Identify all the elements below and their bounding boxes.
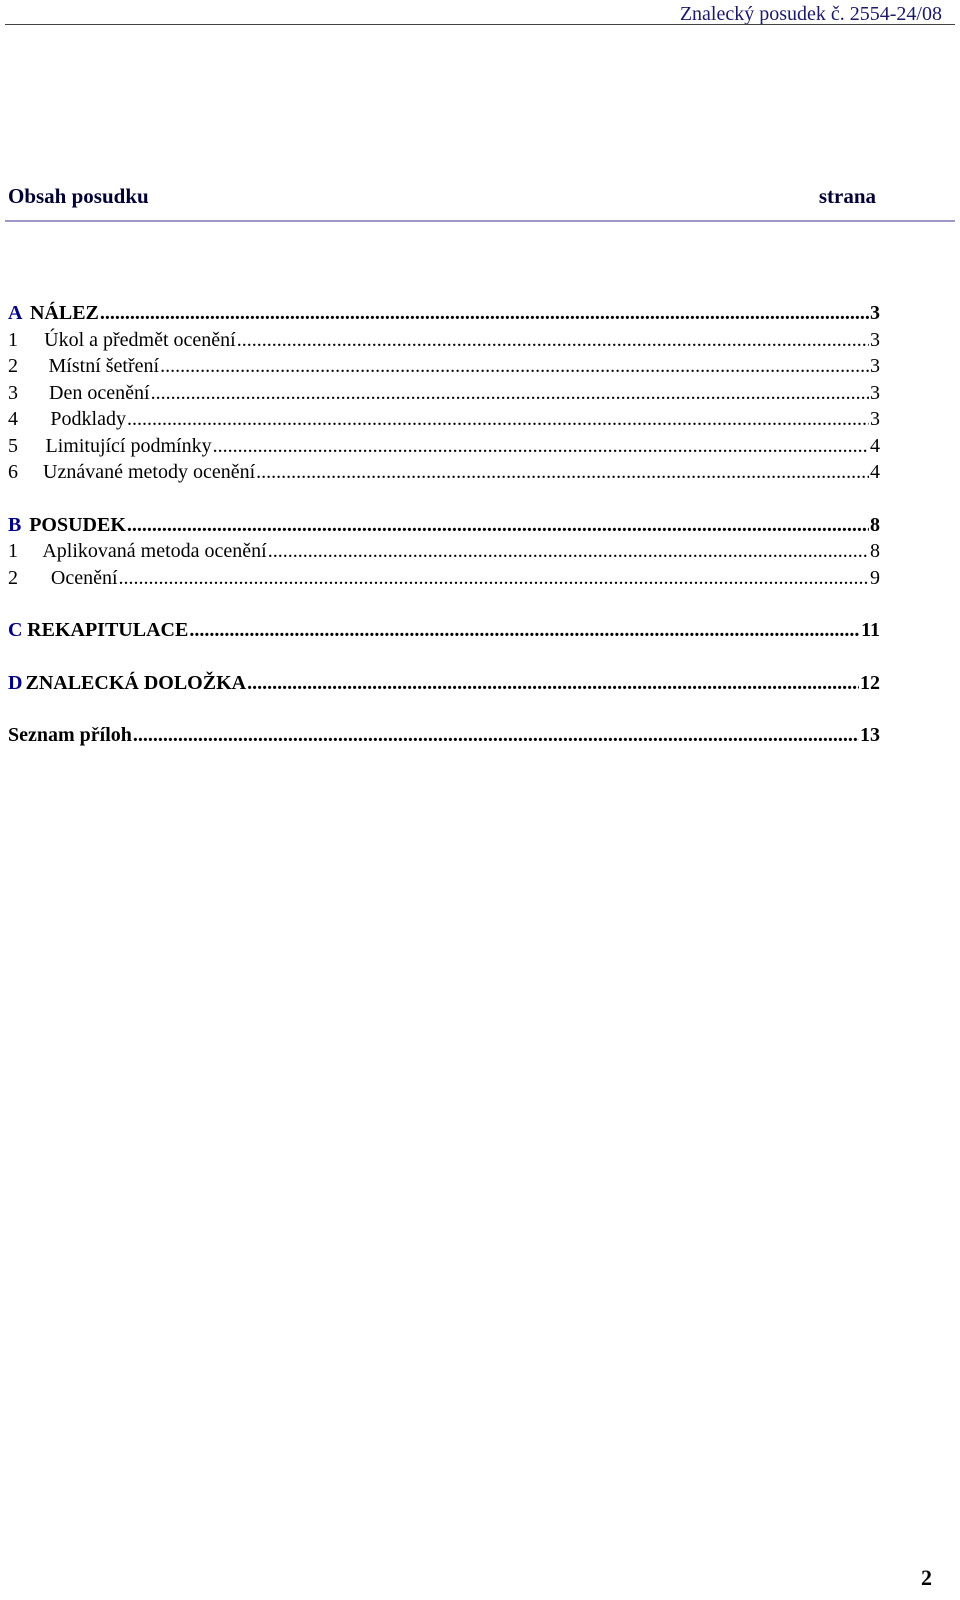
toc-page: 13 [860, 724, 880, 746]
toc-page: 3 [870, 408, 880, 430]
table-of-contents [8, 300, 880, 749]
toc-leader-dots [237, 327, 869, 353]
toc-page: 9 [870, 566, 880, 589]
toc-number: D [8, 671, 23, 694]
toc-leader-dots [189, 617, 860, 643]
toc-page-column-label: strana [818, 184, 876, 208]
toc-leader-dots [100, 300, 869, 326]
toc-number: 2 [8, 566, 18, 589]
toc-title: REKAPITULACE [27, 619, 189, 641]
toc-page: 4 [870, 461, 880, 483]
toc-leader-dots [133, 722, 859, 748]
toc-leader-dots [127, 406, 869, 432]
toc-title: Podklady [50, 408, 126, 430]
toc-leader-dots [127, 512, 869, 538]
toc-number: C [8, 619, 23, 641]
toc-number: 4 [8, 408, 18, 430]
toc-leader-dots [213, 433, 869, 459]
toc-row[interactable] [8, 670, 880, 697]
toc-row[interactable] [8, 459, 880, 486]
toc-title: Obsah posudku [8, 184, 149, 208]
header-rule [5, 24, 955, 25]
toc-row[interactable] [8, 406, 880, 433]
toc-title: Uznávané metody ocenění [43, 461, 256, 483]
toc-title: Aplikovaná metoda ocenění [42, 540, 267, 562]
toc-number: 6 [8, 461, 18, 483]
toc-row[interactable] [8, 722, 880, 749]
toc-row[interactable] [8, 300, 880, 327]
toc-page: 3 [870, 302, 880, 324]
page-number: 2 [921, 1565, 932, 1590]
toc-row[interactable] [8, 380, 880, 407]
toc-title: Úkol a předmět ocenění [44, 328, 236, 351]
toc-row[interactable] [8, 565, 880, 592]
toc-page: 4 [870, 434, 880, 457]
toc-page: 3 [870, 328, 880, 351]
toc-page: 8 [870, 540, 880, 562]
toc-number: 1 [8, 540, 18, 562]
toc-page: 11 [861, 619, 880, 641]
toc-row[interactable] [8, 538, 880, 565]
toc-row[interactable] [8, 327, 880, 354]
toc-page: 3 [870, 381, 880, 404]
toc-row[interactable] [8, 617, 880, 644]
toc-title: POSUDEK [29, 513, 126, 536]
toc-leader-dots [268, 538, 869, 564]
toc-title: Limitující podmínky [45, 434, 212, 457]
toc-number: 3 [8, 381, 18, 404]
toc-number: 5 [8, 434, 18, 457]
toc-header [8, 183, 876, 209]
toc-page: 3 [870, 355, 880, 377]
toc-title: NÁLEZ [29, 302, 99, 324]
toc-page: 12 [860, 671, 880, 694]
toc-leader-dots [160, 353, 869, 379]
toc-title: Seznam příloh [8, 724, 132, 746]
toc-title: ZNALECKÁ DOLOŽKA [25, 671, 247, 694]
toc-leader-dots [256, 459, 869, 485]
toc-row[interactable] [8, 433, 880, 460]
toc-number: 1 [8, 328, 18, 351]
running-header: Znalecký posudek č. 2554-24/08 [679, 3, 942, 25]
toc-number: B [8, 513, 22, 536]
toc-row[interactable] [8, 353, 880, 380]
toc-rule [5, 220, 955, 222]
toc-leader-dots [151, 380, 869, 406]
toc-leader-dots [119, 565, 869, 591]
toc-number: 2 [8, 355, 18, 377]
toc-title: Ocenění [50, 566, 118, 589]
toc-title: Místní šetření [48, 355, 160, 377]
toc-row[interactable] [8, 512, 880, 539]
toc-leader-dots [247, 670, 859, 696]
toc-title: Den ocenění [49, 381, 150, 404]
toc-page: 8 [870, 513, 880, 536]
toc-number: A [8, 302, 23, 324]
